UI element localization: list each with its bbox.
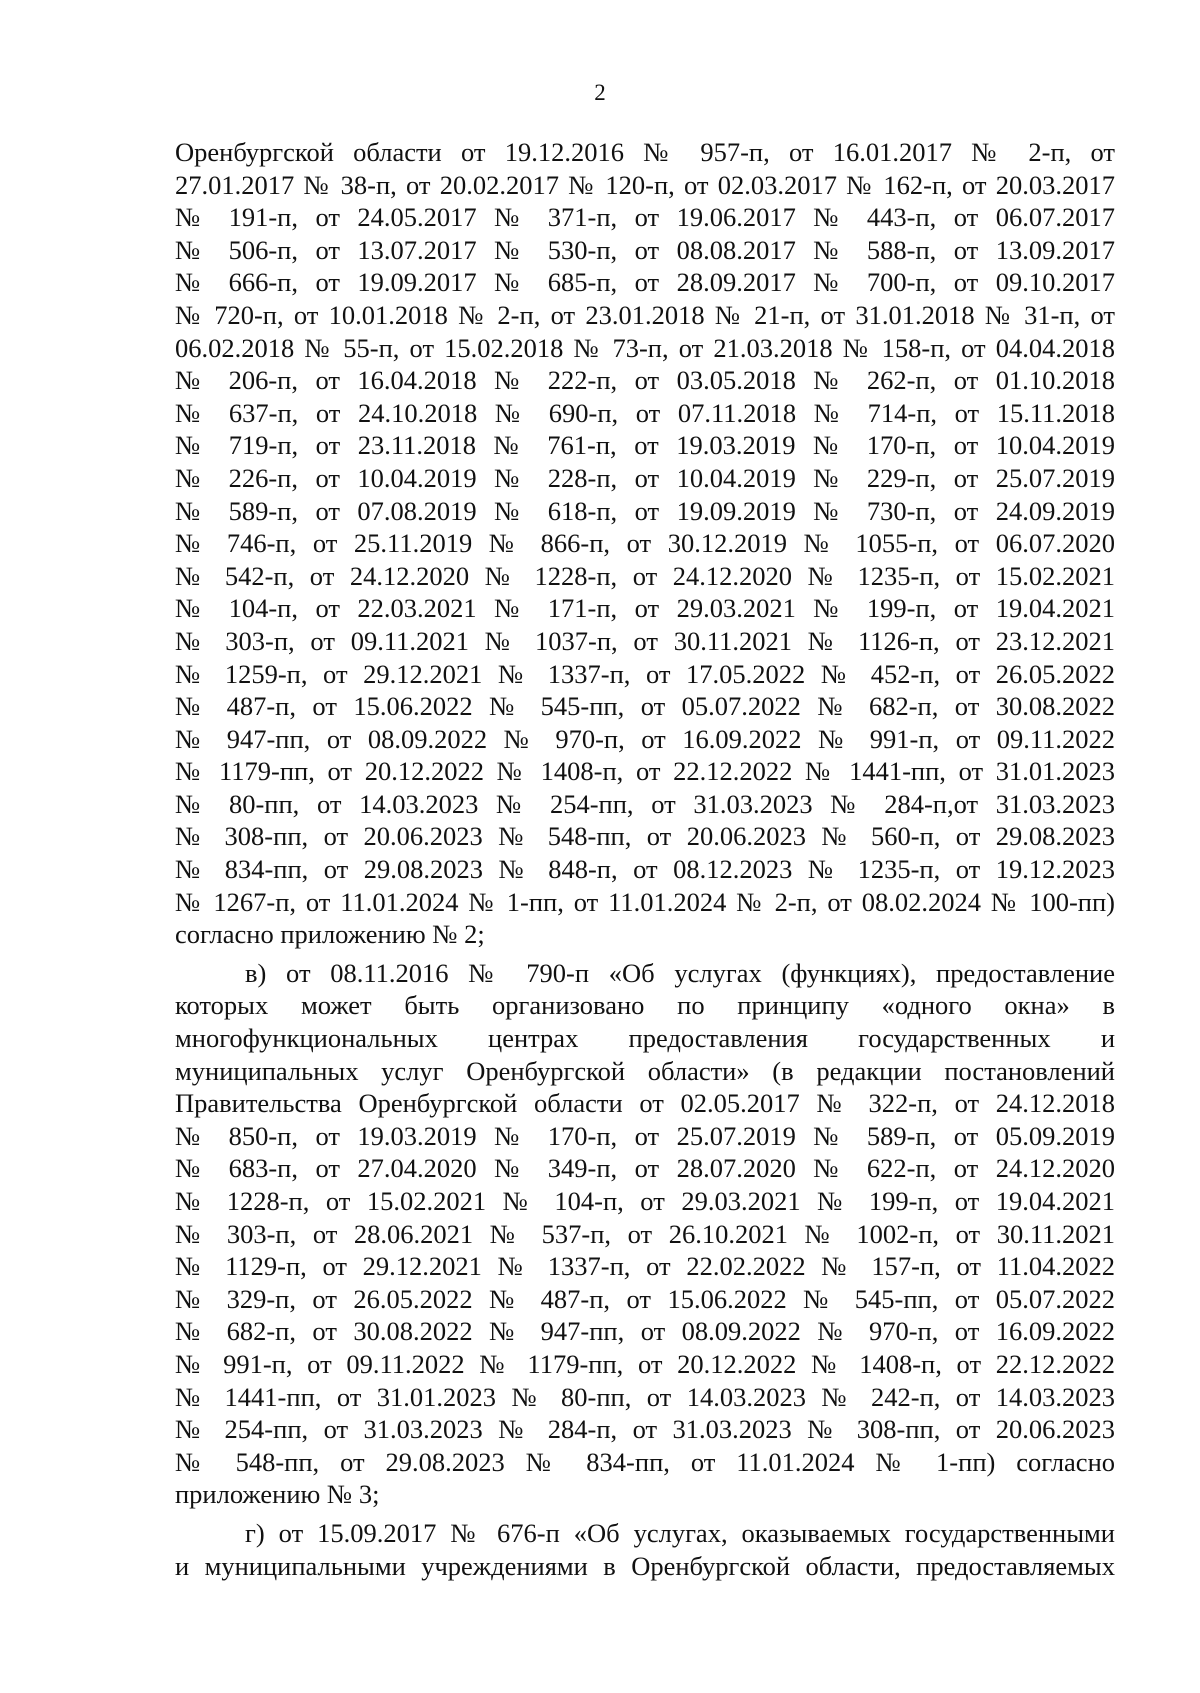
text-line: № 254-пп, от 31.03.2023 № 284-п, от 31.03.2023 № 308-пп, от 20.06.2023 [175, 1414, 1115, 1445]
text-line: № 542-п, от 24.12.2020 № 1228-п, от 24.12.2020 № 1235-п, от 15.02.2021 [175, 560, 1115, 591]
text-line: № 206-п, от 16.04.2018 № 222-п, от 03.05.2018 № 262-п, от 01.10.2018 [175, 365, 1115, 396]
text-line: № 191-п, от 24.05.2017 № 371-п, от 19.06.2017 № 443-п, от 06.07.2017 [175, 202, 1115, 233]
text-line: № 487-п, от 15.06.2022 № 545-пп, от 05.07.2022 № 682-п, от 30.08.2022 [175, 691, 1115, 722]
text-line: в) от 08.11.2016 № 790-п «Об услугах (функциях), предоставление [245, 957, 1115, 988]
text-line: № 834-пп, от 29.08.2023 № 848-п, от 08.12.2023 № 1235-п, от 19.12.2023 [175, 854, 1115, 885]
text-line: № 303-п, от 09.11.2021 № 1037-п, от 30.11.2021 № 1126-п, от 23.12.2021 [175, 625, 1115, 656]
text-line: которых может быть организовано по принципу «одного окна» в [175, 990, 1115, 1021]
text-line: № 548-пп, от 29.08.2023 № 834-пп, от 11.01.2024 № 1-пп) согласно [175, 1446, 1115, 1477]
text-line: № 303-п, от 28.06.2021 № 537-п, от 26.10.2021 № 1002-п, от 30.11.2021 [175, 1218, 1115, 1249]
text-line: № 226-п, от 10.04.2019 № 228-п, от 10.04.2019 № 229-п, от 25.07.2019 [175, 462, 1115, 493]
text-line: № 719-п, от 23.11.2018 № 761-п, от 19.03.2019 № 170-п, от 10.04.2019 [175, 430, 1115, 461]
text-line: № 308-пп, от 20.06.2023 № 548-пп, от 20.06.2023 № 560-п, от 29.08.2023 [175, 821, 1115, 852]
text-line: Оренбургской области от 19.12.2016 № 957-п, от 16.01.2017 № 2-п, от [175, 137, 1115, 167]
text-line: № 329-п, от 26.05.2022 № 487-п, от 15.06.2022 № 545-пп, от 05.07.2022 [175, 1283, 1115, 1314]
paragraph-g [175, 1517, 1115, 1582]
text-line: № 1228-п, от 15.02.2021 № 104-п, от 29.03.2021 № 199-п, от 19.04.2021 [175, 1186, 1115, 1216]
text-line: № 666-п, от 19.09.2017 № 685-п, от 28.09.2017 № 700-п, от 09.10.2017 [175, 267, 1115, 298]
text-line: № 1129-п, от 29.12.2021 № 1337-п, от 22.02.2022 № 157-п, от 11.04.2022 [175, 1251, 1115, 1282]
text-line: г) от 15.09.2017 № 676-п «Об услугах, оказываемых государственными [245, 1517, 1115, 1548]
text-line: № 683-п, от 27.04.2020 № 349-п, от 28.07.2020 № 622-п, от 24.12.2020 [175, 1153, 1115, 1184]
text-line: № 1179-пп, от 20.12.2022 № 1408-п, от 22.12.2022 № 1441-пп, от 31.01.2023 [175, 756, 1115, 787]
page-number: 2 [594, 80, 606, 105]
text-line: и муниципальными учреждениями в Оренбургской области, предоставляемых [175, 1550, 1115, 1581]
text-line: № 850-п, от 19.03.2019 № 170-п, от 25.07.2019 № 589-п, от 05.09.2019 [175, 1120, 1115, 1151]
document-body [175, 136, 1115, 1582]
text-line: № 682-п, от 30.08.2022 № 947-пп, от 08.09.2022 № 970-п, от 16.09.2022 [175, 1316, 1115, 1347]
text-line: 06.02.2018 № 55-п, от 15.02.2018 № 73-п, от 21.03.2018 № 158-п, от 04.04.2018 [175, 332, 1115, 363]
text-line: № 947-пп, от 08.09.2022 № 970-п, от 16.09.2022 № 991-п, от 09.11.2022 [175, 723, 1115, 754]
text-line: № 104-п, от 22.03.2021 № 171-п, от 29.03.2021 № 199-п, от 19.04.2021 [175, 593, 1115, 624]
text-line: № 589-п, от 07.08.2019 № 618-п, от 19.09.2019 № 730-п, от 24.09.2019 [175, 495, 1115, 526]
text-line: приложению № 3; [175, 1479, 380, 1510]
text-line: № 1259-п, от 29.12.2021 № 1337-п, от 17.05.2022 № 452-п, от 26.05.2022 [175, 658, 1115, 689]
text-line: № 80-пп, от 14.03.2023 № 254-пп, от 31.03.2023 № 284-п,от 31.03.2023 [175, 788, 1115, 819]
text-line: № 637-п, от 24.10.2018 № 690-п, от 07.11.2018 № 714-п, от 15.11.2018 [175, 397, 1115, 428]
text-line: № 1267-п, от 11.01.2024 № 1-пп, от 11.01.2024 № 2-п, от 08.02.2024 № 100-пп) [175, 886, 1115, 917]
text-line: многофункциональных центрах предоставления государственных и [175, 1023, 1115, 1054]
text-line: № 746-п, от 25.11.2019 № 866-п, от 30.12.2019 № 1055-п, от 06.07.2020 [175, 528, 1115, 559]
text-line: муниципальных услуг Оренбургской области» (в редакции постановлений [175, 1055, 1115, 1086]
text-line: Правительства Оренбургской области от 02.05.2017 № 322-п, от 24.12.2018 [175, 1088, 1115, 1119]
text-line: № 720-п, от 10.01.2018 № 2-п, от 23.01.2018 № 21-п, от 31.01.2018 № 31-п, от [175, 299, 1115, 330]
paragraph-b-continuation [175, 136, 1115, 951]
text-line: № 991-п, от 09.11.2022 № 1179-пп, от 20.12.2022 № 1408-п, от 22.12.2022 [175, 1348, 1115, 1379]
text-line: согласно приложению № 2; [175, 919, 485, 950]
paragraph-v [175, 957, 1115, 1511]
text-line: № 1441-пп, от 31.01.2023 № 80-пп, от 14.03.2023 № 242-п, от 14.03.2023 [175, 1381, 1115, 1412]
text-line: 27.01.2017 № 38-п, от 20.02.2017 № 120-п, от 02.03.2017 № 162-п, от 20.03.2017 [175, 169, 1115, 200]
text-line: № 506-п, от 13.07.2017 № 530-п, от 08.08.2017 № 588-п, от 13.09.2017 [175, 234, 1115, 265]
